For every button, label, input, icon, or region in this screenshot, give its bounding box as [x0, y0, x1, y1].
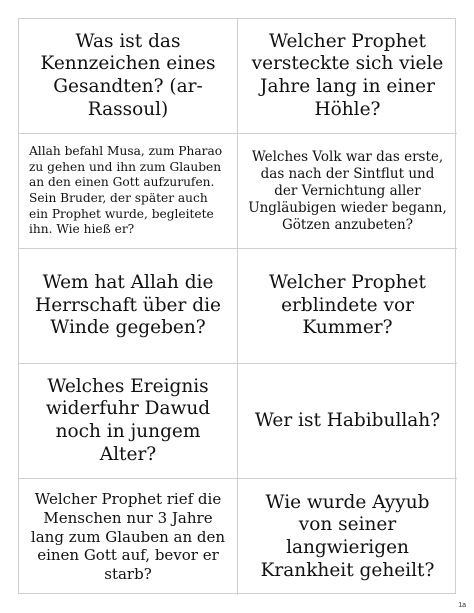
- question-text: Welches Volk war das erste, das nach der Sintflut und der Vernichtung aller Ungläubigen wieder begann, Götzen anzubeten?: [248, 148, 447, 233]
- question-text: Welches Ereignis widerfuhr Dawud noch in jungem Alter?: [45, 375, 211, 465]
- question-text: Welcher Prophet versteckte sich viele Jahre lang in einer Höhle?: [251, 30, 444, 120]
- question-card: [238, 364, 457, 479]
- question-text: Was ist das Kennzeichen eines Gesandten? (ar-Rassoul): [40, 30, 216, 120]
- card-grid: [18, 18, 456, 594]
- question-card: [19, 134, 238, 249]
- question-text: Welcher Prophet rief die Menschen nur 3 Jahre lang zum Glauben an den einen Gott auf, bevor er starb?: [30, 489, 226, 584]
- question-card: [238, 134, 457, 249]
- question-text: Allah befahl Musa, zum Pharao zu gehen und ihn zum Glauben an den einen Gott aufzurufen. Sein Bruder, der später auch ein Prophet wurde, begleitete ihn. Wie hieß er?: [29, 144, 223, 237]
- question-card: [19, 479, 238, 595]
- question-text: Welcher Prophet erblindete vor Kummer?: [269, 272, 426, 339]
- page-label: 1a: [458, 602, 466, 609]
- question-card: [238, 479, 457, 595]
- question-card: [19, 19, 238, 134]
- question-card: [238, 19, 457, 134]
- question-text: Wie wurde Ayyub von seiner langwierigen Krankheit geheilt?: [260, 491, 435, 581]
- question-text: Wem hat Allah die Herrschaft über die Winde gegeben?: [35, 272, 221, 339]
- question-card: [238, 249, 457, 364]
- question-text: Wer ist Habibullah?: [254, 409, 441, 431]
- question-card: [19, 249, 238, 364]
- question-card: [19, 364, 238, 479]
